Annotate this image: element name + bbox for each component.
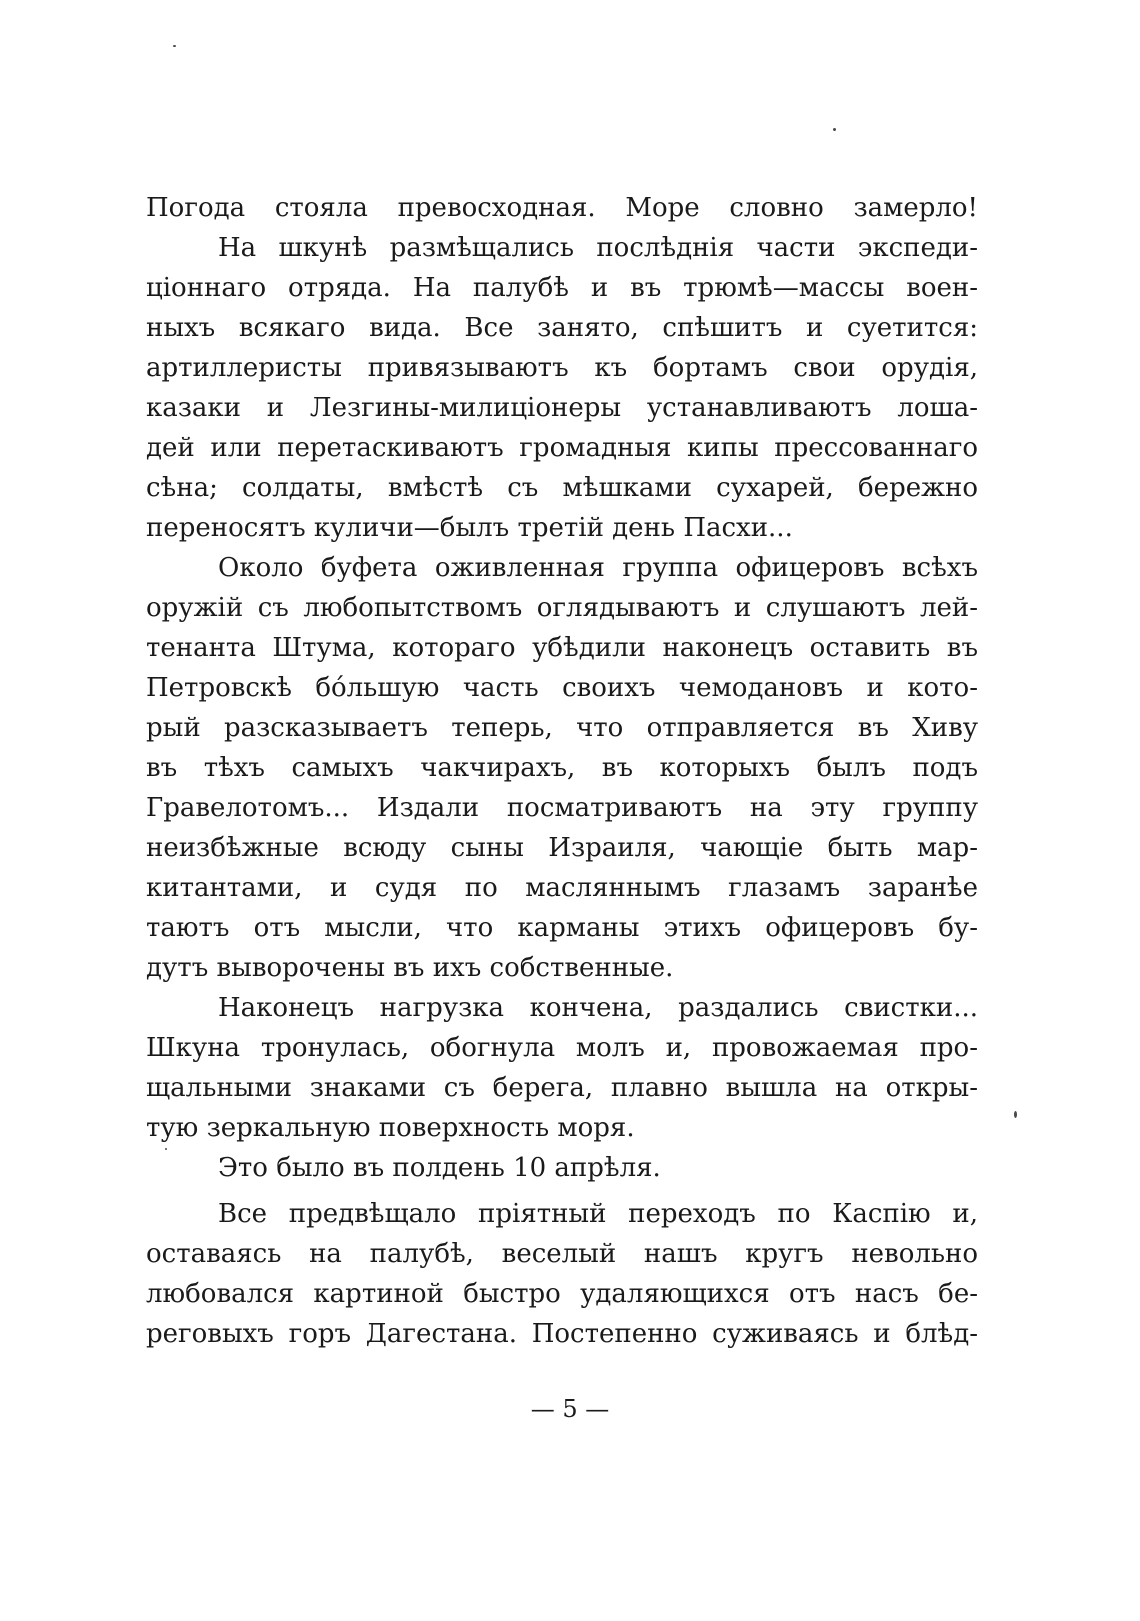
text-line: казаки и Лезгины-милиціонеры устанавливаютъ лоша- — [146, 393, 978, 423]
page-number: — 5 — — [530, 1395, 610, 1423]
text-line: тенанта Штума, котораго убѣдили наконецъ оставить въ — [146, 633, 978, 663]
text-line: Гравелотомъ... Издали посматриваютъ на эту группу — [146, 793, 978, 823]
text-line: въ тѣхъ самыхъ чакчирахъ, въ которыхъ былъ подъ — [146, 753, 978, 783]
text-line: дей или перетаскиваютъ громадныя кипы прессованнаго — [146, 433, 978, 463]
text-line: Это было въ полдень 10 апрѣля. — [218, 1153, 661, 1183]
text-line: переносятъ куличи—былъ третій день Пасхи... — [146, 513, 793, 543]
text-line: дутъ выворочены въ ихъ собственные. — [146, 953, 674, 983]
text-line: Погода стояла превосходная. Море словно замерло! — [146, 193, 978, 223]
text-line: На шкунѣ размѣщались послѣднія части экспеди- — [218, 233, 978, 263]
text-line: китантами, и судя по масляннымъ глазамъ заранѣе — [146, 873, 978, 903]
text-line: Наконецъ нагрузка кончена, раздались свистки... — [218, 993, 978, 1023]
text-line: Все предвѣщало пріятный переходъ по Каспію и, — [218, 1199, 978, 1229]
text-line: ныхъ всякаго вида. Все занято, спѣшитъ и суетится: — [146, 313, 978, 343]
text-line: сѣна; солдаты, вмѣстѣ съ мѣшками сухарей, бережно — [146, 473, 978, 503]
text-line: оружій съ любопытствомъ оглядываютъ и слушаютъ лей- — [146, 593, 978, 623]
text-line: ціоннаго отряда. На палубѣ и въ трюмѣ—массы воен- — [146, 273, 978, 303]
scan-speck — [173, 45, 176, 47]
text-line: Шкуна тронулась, обогнула молъ и, провожаемая про- — [146, 1033, 978, 1063]
text-line: любовался картиной быстро удаляющихся отъ насъ бе- — [146, 1279, 978, 1309]
text-line: Петровскѣ бо́льшую часть своихъ чемодановъ и кото- — [146, 673, 978, 703]
text-line: оставаясь на палубѣ, веселый нашъ кругъ невольно — [146, 1239, 978, 1269]
scan-speck — [1014, 1111, 1017, 1118]
text-line: неизбѣжные всюду сыны Израиля, чающіе быть мар- — [146, 833, 978, 863]
text-line: реговыхъ горъ Дагестана. Постепенно суживаясь и блѣд- — [146, 1319, 978, 1349]
text-line: тую зеркальную поверхность моря. — [146, 1113, 635, 1143]
text-line: рый разсказываетъ теперь, что отправляется въ Хиву — [146, 713, 978, 743]
body-text — [146, 188, 978, 1354]
text-line: артиллеристы привязываютъ къ бортамъ свои орудія, — [146, 353, 978, 383]
text-line: таютъ отъ мысли, что карманы этихъ офицеровъ бу- — [146, 913, 978, 943]
text-line: Около буфета оживленная группа офицеровъ всѣхъ — [218, 553, 978, 583]
scan-speck — [165, 1148, 167, 1150]
scan-speck — [833, 128, 836, 131]
text-line: щальными знаками съ берега, плавно вышла на откры- — [146, 1073, 978, 1103]
